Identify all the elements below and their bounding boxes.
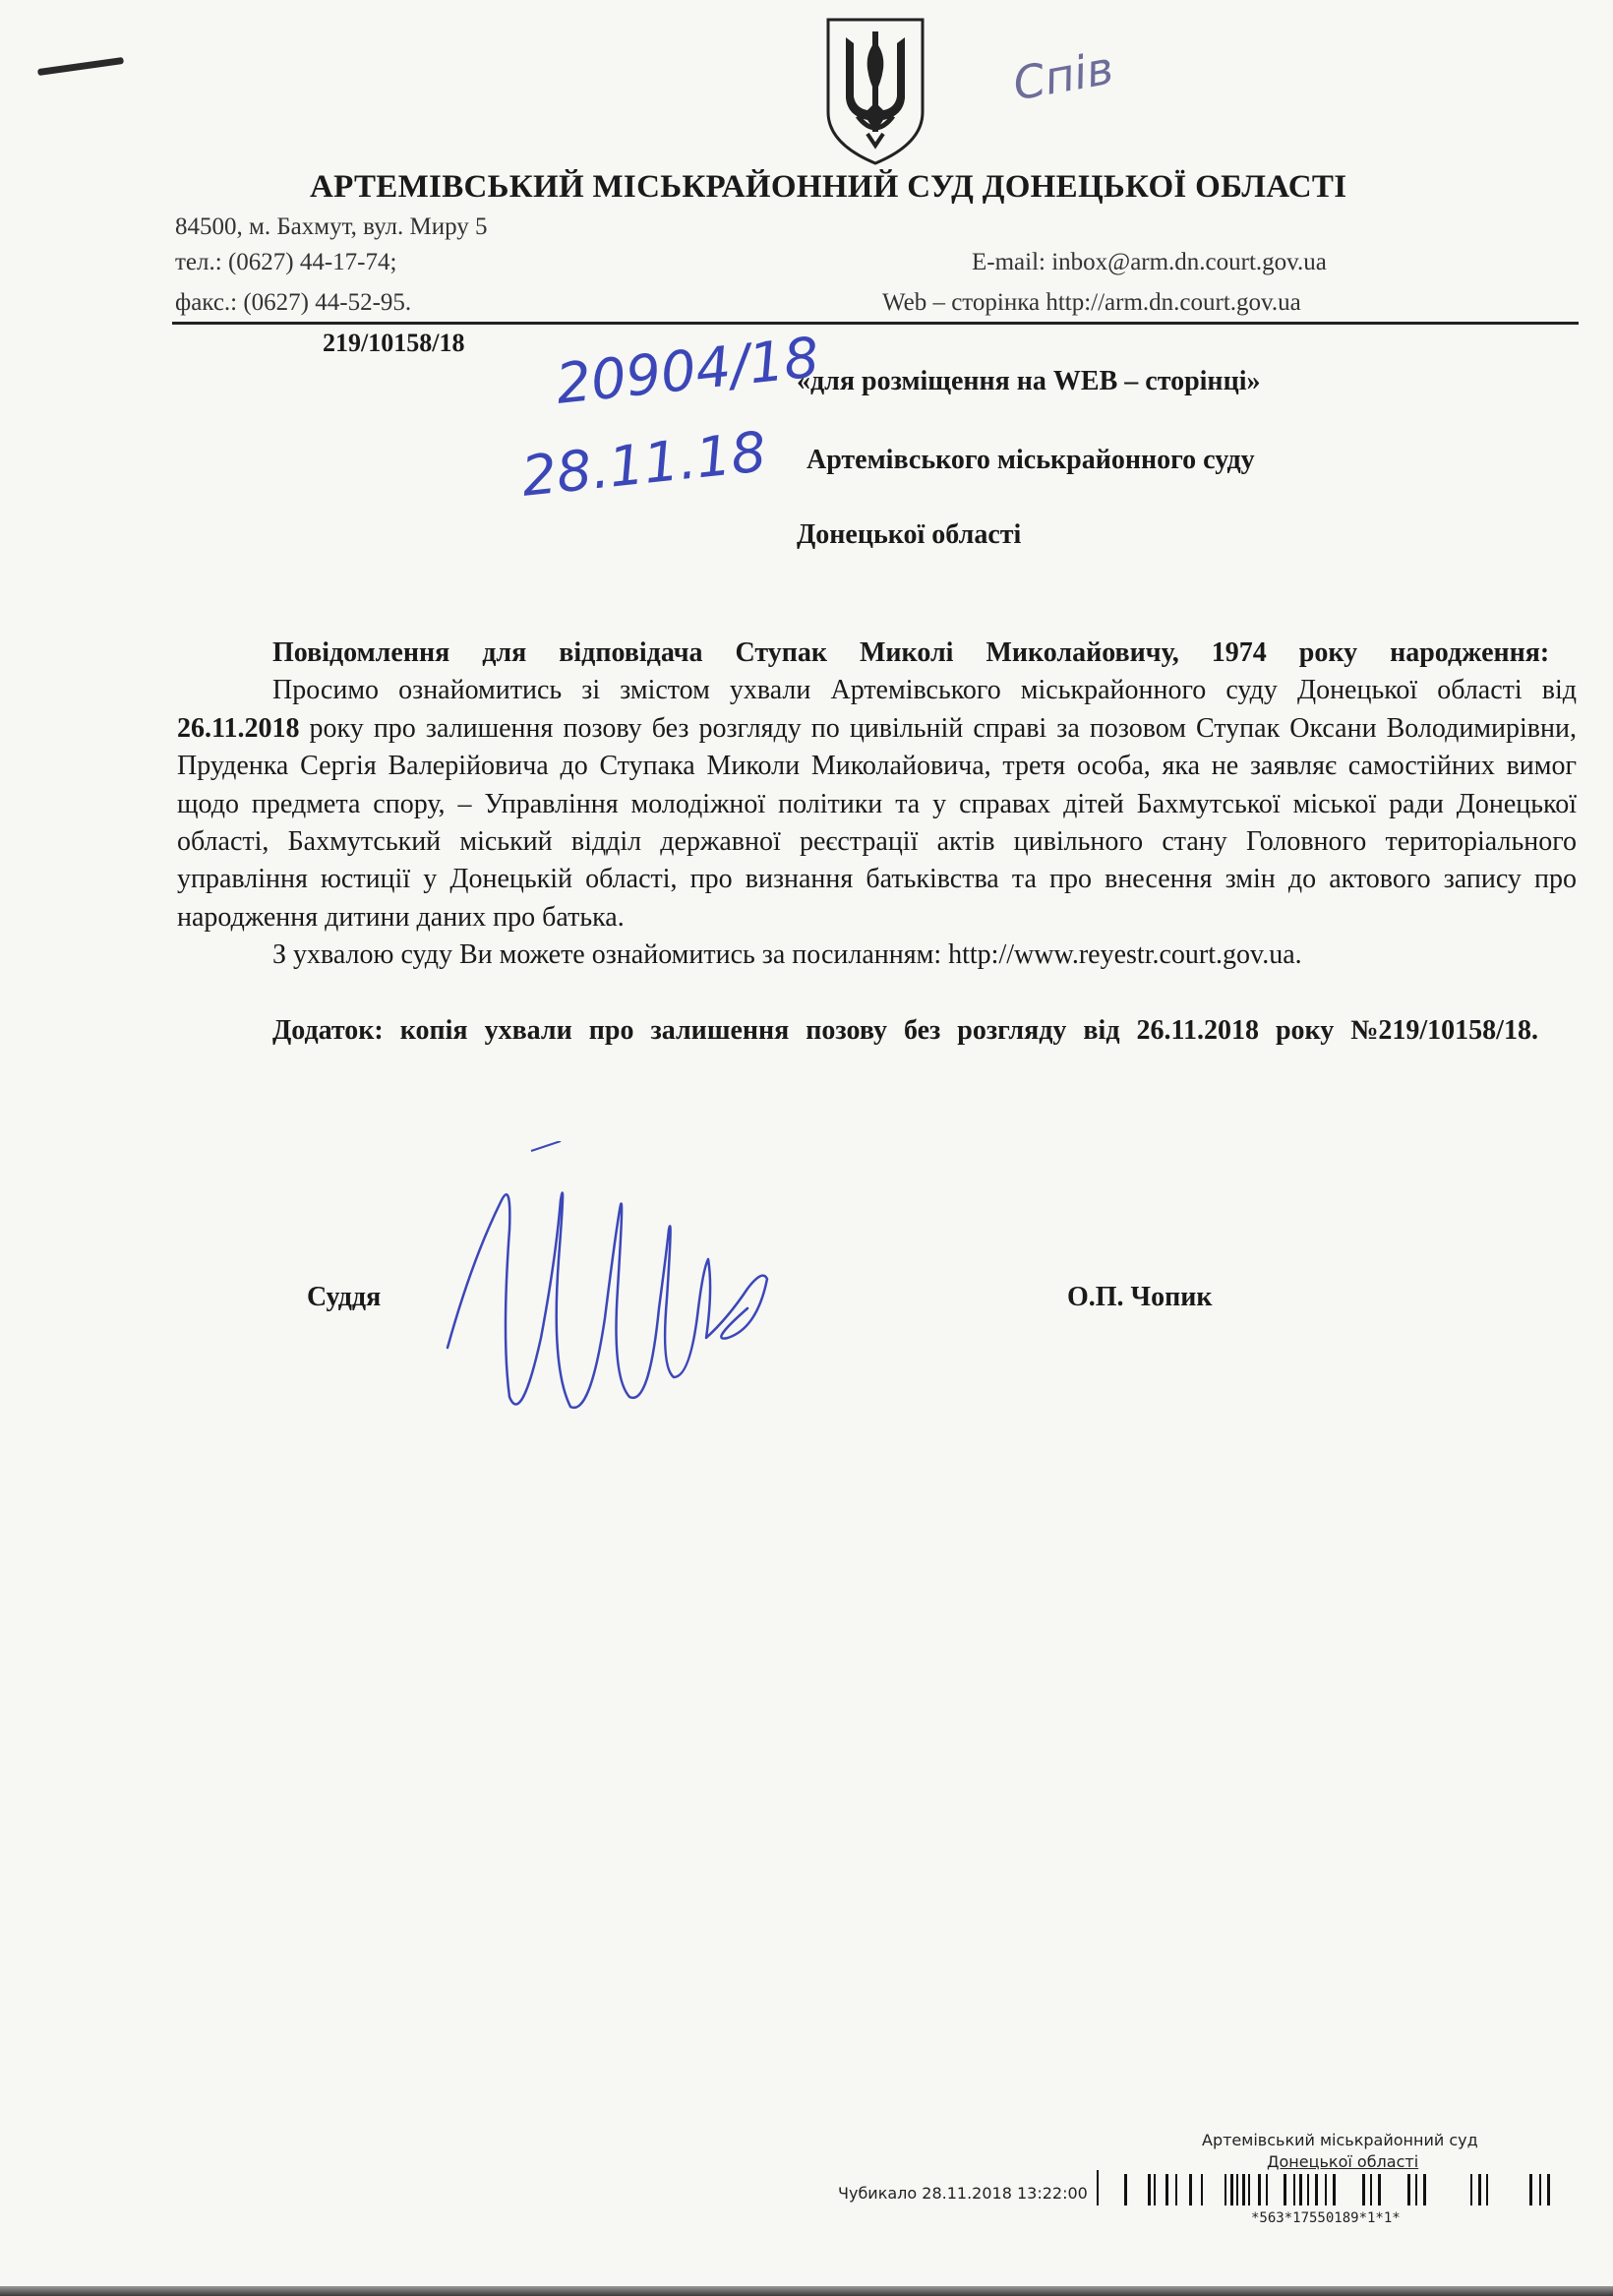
handwritten-top-note: Спів (1009, 40, 1118, 111)
handwritten-date: 28.11.18 (518, 420, 770, 510)
barcode-number: *563*17550189*1*1* (1251, 2210, 1401, 2226)
stamp-court-name: Артемівський міськрайонний суд (1202, 2131, 1478, 2149)
addressee-line-2: Артемівського міськрайонного суду (806, 445, 1255, 475)
court-fax: факс.: (0627) 44-52-95. (175, 289, 412, 316)
link-paragraph: З ухвалою суду Ви можете ознайомитись за посиланням: http://www.reyestr.court.gov.ua. (272, 939, 1302, 971)
addressee-line-1: «для розміщення на WEB – сторінці» (797, 366, 1261, 396)
letter-body (177, 634, 1577, 1050)
judge-signature (433, 1141, 797, 1436)
main-paragraph: Просимо ознайомитись зі змістом ухвали Артемівського міськрайонного суду Донецької області від 26.11.2018 року про залишення позову без розгляду по цивільній справі за позовом Ступак Оксани Володимирівни, Пруденка Сергія Валерійовича до Ступака Миколи Миколайовича, третя особа, яка не заявляє самостійних вимог щодо предмета спору, – Управління молодіжної політики та у справах дітей Бахмутської міської ради Донецької області, Бахмутський міський відділ державної реєстрації актів цивільного стану Головного територіального управління юстиції у Донецькій області, про визнання батьківства та про внесення змін до актового запису про народження дитини даних про батька. (177, 675, 1577, 933)
addressee-line-3: Донецької області (797, 519, 1022, 550)
ruling-date: 26.11.2018 (177, 712, 300, 744)
scan-mark (37, 57, 124, 76)
court-website: Web – сторінка http://arm.dn.court.gov.ua (882, 289, 1301, 316)
appendix-paragraph: Додаток: копія ухвали про залишення позову без розгляду від 26.11.2018 року №219/10158/18. (272, 1014, 1538, 1046)
judge-title: Суддя (307, 1282, 382, 1312)
handwritten-registration-number: 20904/18 (553, 326, 822, 417)
case-number: 219/10158/18 (323, 329, 465, 357)
court-email: E-mail: inbox@arm.dn.court.gov.ua (972, 249, 1327, 275)
stamp-region: Донецької області (1267, 2152, 1419, 2171)
barcode (1097, 2170, 1581, 2205)
judge-name: О.П. Чопик (1067, 1282, 1213, 1312)
court-phone: тел.: (0627) 44-17-74; (175, 249, 397, 275)
notice-heading: Повідомлення для відповідача Ступак Миколі Миколайовичу, 1974 року народження: (272, 637, 1550, 668)
scan-bottom-edge (0, 2286, 1613, 2296)
stamp-user-timestamp: Чубикало 28.11.2018 13:22:00 (838, 2184, 1088, 2203)
court-address: 84500, м. Бахмут, вул. Миру 5 (175, 213, 488, 240)
trident-emblem-icon (818, 14, 932, 167)
court-name: АРТЕМІВСЬКИЙ МІСЬКРАЙОННИЙ СУД ДОНЕЦЬКОЇ ОБЛАСТІ (310, 169, 1347, 205)
header-divider (172, 322, 1579, 325)
